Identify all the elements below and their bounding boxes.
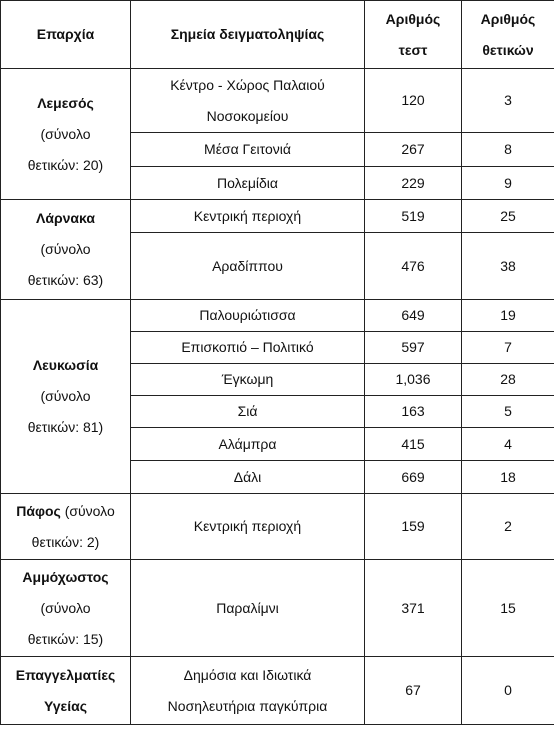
region-cell-nicosia xyxy=(1,300,131,494)
sampling-point: Αραδίππου xyxy=(131,233,365,300)
table-row xyxy=(1,69,554,133)
sampling-point: Παραλίμνι xyxy=(131,560,365,657)
sampling-point-l1: Κέντρο - Χώρος Παλαιού xyxy=(170,76,325,93)
region-name: Λεμεσός xyxy=(37,94,94,111)
header-region: Επαρχία xyxy=(1,1,131,69)
sampling-point: Αλάμπρα xyxy=(131,428,365,461)
region-total-l2: θετικών: 15) xyxy=(27,630,104,647)
region-cell-larnaca xyxy=(1,200,131,300)
region-name: Λάρνακα xyxy=(36,210,95,226)
table-row xyxy=(1,300,554,332)
sampling-point-l2: Νοσοκομείου xyxy=(206,107,289,124)
header-positives xyxy=(462,1,554,69)
tests-value: 67 xyxy=(365,657,462,725)
region-total-l1: (σύνολο xyxy=(60,502,115,519)
positives-value: 3 xyxy=(462,69,554,133)
tests-value: 519 xyxy=(365,200,462,233)
tests-value: 649 xyxy=(365,300,462,332)
positives-value: 19 xyxy=(462,300,554,332)
region-cell-famagusta xyxy=(1,560,131,657)
region-total-l1: (σύνολο xyxy=(40,241,91,257)
region-total-l2: θετικών: 81) xyxy=(27,419,104,435)
region-name-line1: Επαγγελματίες xyxy=(15,666,116,683)
tests-value: 476 xyxy=(365,233,462,300)
positives-value: 28 xyxy=(462,364,554,396)
sampling-point: Έγκωμη xyxy=(131,364,365,396)
header-tests-line1: Αριθμός xyxy=(385,10,441,27)
header-points: Σημεία δειγματοληψίας xyxy=(131,1,365,69)
sampling-point: Μέσα Γειτονιά xyxy=(131,133,365,167)
sampling-point-l1: Δημόσια και Ιδιωτικά xyxy=(183,666,312,683)
sampling-point xyxy=(131,69,365,133)
sampling-point: Κεντρική περιοχή xyxy=(131,200,365,233)
sampling-point xyxy=(131,657,365,725)
header-positives-line1: Αριθμός xyxy=(480,10,536,27)
positives-value: 25 xyxy=(462,200,554,233)
positives-value: 9 xyxy=(462,167,554,200)
sampling-point: Κεντρική περιοχή xyxy=(131,494,365,560)
tests-value: 159 xyxy=(365,494,462,560)
positives-value: 7 xyxy=(462,332,554,364)
header-tests-line2: τεστ xyxy=(398,41,428,58)
region-total-l1: (σύνολο xyxy=(40,125,91,142)
sampling-point-l2: Νοσηλευτήρια παγκύπρια xyxy=(167,697,328,714)
tests-value: 669 xyxy=(365,461,462,494)
positives-value: 5 xyxy=(462,396,554,428)
region-total-l1: (σύνολο xyxy=(40,599,91,616)
tests-value: 371 xyxy=(365,560,462,657)
positives-value: 18 xyxy=(462,461,554,494)
positives-value: 4 xyxy=(462,428,554,461)
header-positives-line2: θετικών xyxy=(482,41,534,58)
tests-value: 163 xyxy=(365,396,462,428)
positives-value: 0 xyxy=(462,657,554,725)
sampling-point: Δάλι xyxy=(131,461,365,494)
table-row xyxy=(1,560,554,657)
sampling-point: Πολεμίδια xyxy=(131,167,365,200)
positives-value: 15 xyxy=(462,560,554,657)
region-name: Πάφος xyxy=(16,502,61,519)
tests-value: 120 xyxy=(365,69,462,133)
region-cell-paphos xyxy=(1,494,131,560)
region-name: Αμμόχωστος xyxy=(22,568,109,585)
tests-value: 415 xyxy=(365,428,462,461)
sampling-point: Παλουριώτισσα xyxy=(131,300,365,332)
table-row xyxy=(1,657,554,725)
region-cell-limassol xyxy=(1,69,131,200)
region-name: Λευκωσία xyxy=(32,357,99,373)
header-row xyxy=(1,1,554,69)
tests-value: 597 xyxy=(365,332,462,364)
positives-value: 2 xyxy=(462,494,554,560)
region-total-l2: θετικών: 63) xyxy=(27,272,104,288)
positives-value: 8 xyxy=(462,133,554,167)
region-total-l2: θετικών: 2) xyxy=(31,533,100,550)
region-total-l2: θετικών: 20) xyxy=(27,156,104,173)
sampling-point: Σιά xyxy=(131,396,365,428)
tests-value: 229 xyxy=(365,167,462,200)
tests-value: 267 xyxy=(365,133,462,167)
region-cell-health-professionals xyxy=(1,657,131,725)
region-total-l1: (σύνολο xyxy=(40,388,91,404)
sampling-point: Επισκοπιό – Πολιτικό xyxy=(131,332,365,364)
tests-value: 1,036 xyxy=(365,364,462,396)
region-name-line2: Υγείας xyxy=(44,697,87,714)
table-row xyxy=(1,494,554,560)
positives-value: 38 xyxy=(462,233,554,300)
table-row xyxy=(1,200,554,233)
header-tests xyxy=(365,1,462,69)
